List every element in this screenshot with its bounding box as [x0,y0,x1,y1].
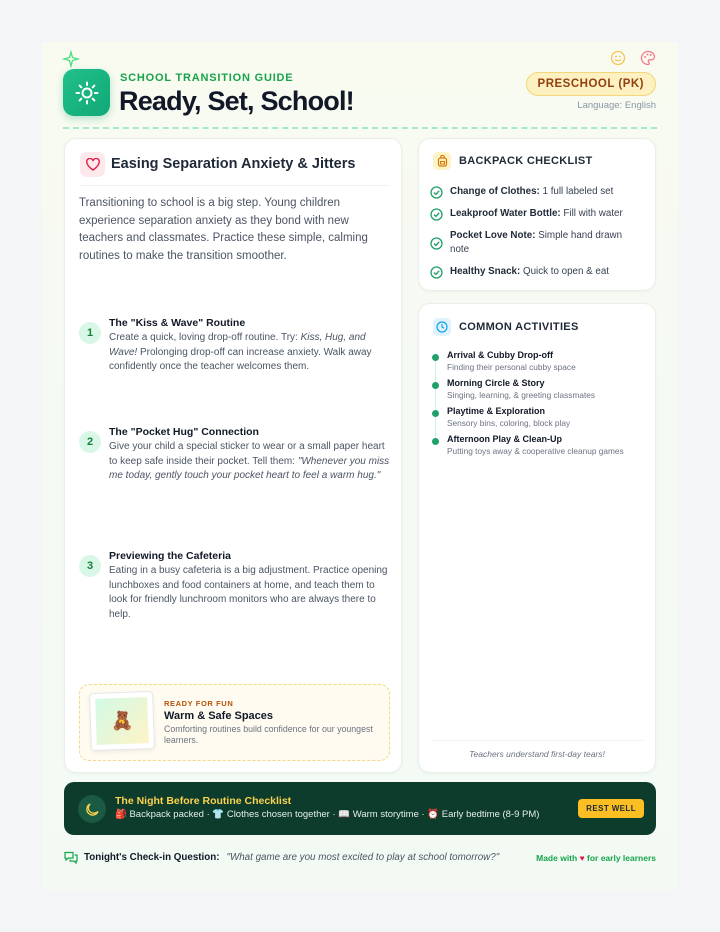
header-divider [63,127,657,129]
separation-heading: Easing Separation Anxiety & Jitters [111,156,356,172]
backpack-icon [433,152,451,170]
activity-title: Afternoon Play & Clean-Up [447,434,563,444]
step-body: Create a quick, loving drop-off routine. Try: Kiss, Hug, and Wave! Prolonging drop-off can increase anxiety. Walk away confidently once the teacher welcomes them. [109,332,372,372]
checkin-label: Tonight's Check-in Question: [84,852,220,863]
activities-heading: COMMON ACTIVITIES [459,321,579,333]
palette-icon [640,50,656,70]
activity-description: Sensory bins, coloring, block play [447,418,571,428]
activity-title: Morning Circle & Story [447,378,545,388]
callout-title: Warm & Safe Spaces [164,710,274,722]
sun-icon [63,69,110,116]
step-title: Previewing the Cafeteria [109,550,231,562]
activity-description: Singing, learning, & greeting classmates [447,390,596,400]
step-number: 3 [79,555,101,577]
heading-rule [79,185,389,186]
heart-icon [80,152,105,177]
moon-icon [78,795,106,823]
check-circle-icon [430,208,443,221]
activity-description: Finding their personal cubby space [447,362,576,372]
check-circle-icon [430,186,443,199]
checklist-item: Leakproof Water Bottle: Fill with water [430,207,650,221]
teddy-bear-photo [89,691,155,751]
night-items: 🎒 Backpack packed · 👕 Clothes chosen together · 📖 Warm storytime · ⏰ Early bedtime (8-9 PM) [115,809,540,820]
checklist-item: Pocket Love Note: Simple hand drawn note [430,229,650,257]
guide-page [42,42,678,890]
activity-title: Arrival & Cubby Drop-off [447,350,554,360]
backpack-heading: BACKPACK CHECKLIST [459,155,593,167]
step-number: 2 [79,431,101,453]
night-before-banner [64,782,656,835]
callout-tag: READY FOR FUN [164,699,234,708]
callout-description: Comforting routines build confidence for our youngest learners. [164,724,373,745]
rest-well-button[interactable]: REST WELL [578,799,644,818]
activity-description: Putting toys away & cooperative cleanup games [447,446,624,456]
chat-icon [64,851,78,864]
guide-kicker: SCHOOL TRANSITION GUIDE [120,72,294,84]
step-body: Give your child a special sticker to wear or a small paper heart to keep safe inside their pocket. Tell them: "Whenever you miss me today, gently touch your pocket heart to feel a warm hug." [109,441,390,481]
checklist-item: Healthy Snack: Quick to open & eat [430,265,650,279]
separation-card [64,138,402,773]
night-title: The Night Before Routine Checklist [115,795,292,807]
heart-icon: ♥ [579,853,585,863]
language-label: Language: English [577,100,656,111]
step-number: 1 [79,322,101,344]
checkin-question [64,851,499,864]
step-title: The "Kiss & Wave" Routine [109,317,246,329]
checkin-text: "What game are you most excited to play at school tomorrow?" [226,852,500,863]
made-with-credit: Made with ♥ for early learners [536,853,656,863]
check-circle-icon [430,266,443,279]
separation-intro: Transitioning to school is a big step. Young children experience separation anxiety as they bond with new teachers and classmates. Practice these simple, calming routines to make the transition smoother. [79,197,368,262]
teddy-bear-icon: 🧸 [95,697,149,745]
backpack-checklist-card [418,138,656,291]
teachers-note: Teachers understand first-day tears! [431,740,643,759]
clock-icon [433,318,451,336]
step-title: The "Pocket Hug" Connection [109,426,259,438]
grade-badge: PRESCHOOL (PK) [526,72,656,96]
page-title: Ready, Set, School! [119,86,354,116]
activity-title: Playtime & Exploration [447,406,546,416]
ready-for-fun-callout [79,684,390,761]
common-activities-card [418,303,656,773]
step-body: Eating in a busy cafeteria is a big adjustment. Practice opening lunchboxes and food containers at home, and teach them to look for friendly lunchroom monitors who are always there to help. [109,565,388,620]
checklist-item: Change of Clothes: 1 full labeled set [430,185,650,199]
check-circle-icon [430,237,443,250]
smile-icon [610,50,626,70]
